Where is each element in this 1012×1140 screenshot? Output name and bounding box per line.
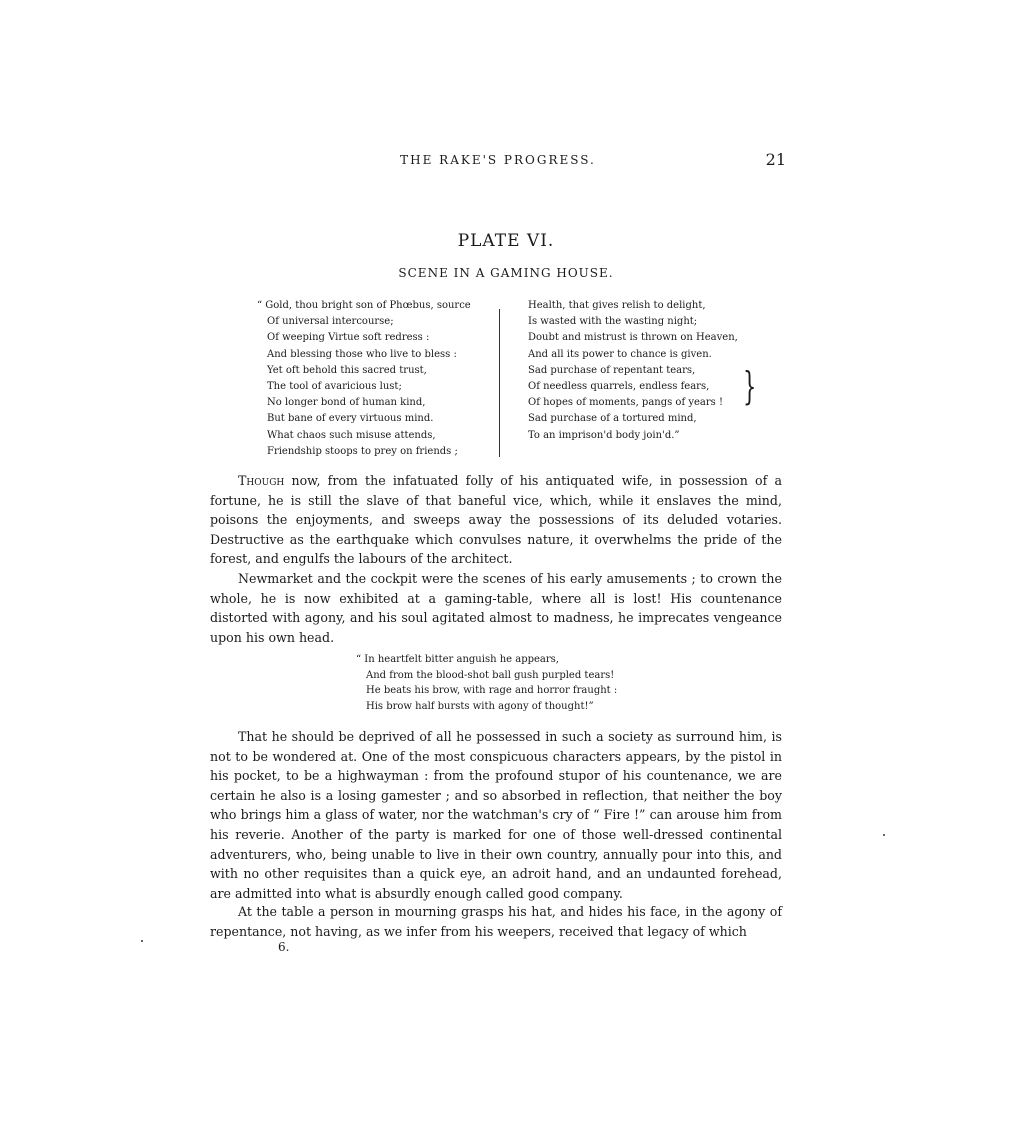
verse-line: The tool of avaricious lust;: [267, 381, 402, 393]
verse-line: And from the blood-shot ball gush purpled tears!: [366, 669, 615, 681]
verse-line: And all its power to chance is given.: [528, 348, 712, 360]
verse-line: Doubt and mistrust is thrown on Heaven,: [528, 332, 738, 344]
verse-line: But bane of every virtuous mind.: [267, 413, 434, 425]
plate-title: PLATE VI.: [457, 231, 555, 251]
verse-line: What chaos such misuse attends,: [267, 429, 436, 441]
plate-subtitle: SCENE IN A GAMING HOUSE.: [398, 266, 614, 280]
verse-line: Is wasted with the wasting night;: [528, 316, 698, 328]
running-head: [210, 150, 786, 170]
paragraph-4-text: At the table a person in mourning grasps his hat, and hides his face, in the agony of repentance, not having, as we infer from his weepers, received that legacy of which: [210, 904, 782, 939]
speck-mark: [141, 940, 143, 942]
running-title: THE RAKE'S PROGRESS.: [400, 153, 596, 167]
verse-line: “ Gold, thou bright son of Phœbus, source: [257, 300, 471, 311]
verse-line: Of universal intercourse;: [267, 316, 394, 328]
verse-line: Of weeping Virtue soft redress :: [267, 332, 430, 344]
verse-line: Health, that gives relish to delight,: [528, 300, 706, 311]
paragraph-1-text: now, from the infatuated folly of his antiquated wife, in possession of a fortune, he is still the slave of that baneful vice, which, while it enslaves the mind, poisons the enjoyments, and sweeps away the possessions of its deluded votaries. Destructive as the earthquake which convulses nature, it overwhelms the pride of the forest, and engulfs the labours of the architect.: [210, 473, 782, 567]
verse-line: His brow half bursts with agony of thought!”: [366, 700, 594, 712]
verse-right-column: [528, 298, 738, 444]
paragraph-3-text: That he should be deprived of all he possessed in such a society as surround him, is not to be wondered at. One of the most conspicuous characters appears, by the pistol in his pocket, to be a highwayman : from the profound stupor of his countenance, we are certain he also is a losing gamester ; and so absorbed in reflection, that neither the boy who brings him a glass of water, nor the watchman's cry of “ Fire !” can arouse him from his reverie. Another of the party is marked for one of those well-dressed continental adventurers, who, being unable to live in their own country, annually pour into this, and with no other requisites than a quick eye, an adroit hand, and an undaunted forehead, are admitted into what is absurdly enough called good company.: [210, 729, 782, 901]
inline-verse: [356, 652, 617, 714]
verse-line: To an imprison'd body join'd.”: [528, 429, 680, 441]
paragraph-2: [210, 569, 782, 647]
verse-line: No longer bond of human kind,: [267, 397, 426, 409]
verse-line: Of hopes of moments, pangs of years !: [528, 397, 723, 409]
paragraph-1: [210, 471, 782, 569]
verse-line: Of needless quarrels, endless fears,: [528, 381, 710, 393]
verse-line: “ In heartfelt bitter anguish he appears,: [356, 654, 559, 665]
paragraph-2-text: Newmarket and the cockpit were the scenes of his early amusements ; to crown the whole, he is now exhibited at a gaming-table, where all is lost! His countenance distorted with agony, and his soul agitated almost to madness, he imprecates vengeance upon his own head.: [210, 571, 782, 645]
verse-left-column: [257, 298, 471, 460]
dropword: Though: [238, 473, 285, 488]
speck-mark: [883, 834, 885, 836]
verse-line: Yet oft behold this sacred trust,: [267, 364, 427, 376]
signature-mark: 6.: [278, 940, 290, 954]
verse-line: He beats his brow, with rage and horror fraught :: [366, 685, 618, 697]
verse-line: Friendship stoops to prey on friends ;: [267, 445, 458, 457]
paragraph-3: [210, 727, 782, 903]
verse-line: Sad purchase of repentant tears,: [528, 364, 696, 376]
verse-line: Sad purchase of a tortured mind,: [528, 413, 697, 425]
verse-line: And blessing those who live to bless :: [267, 348, 457, 360]
right-brace-icon: }: [743, 364, 757, 408]
page-number: 21: [765, 150, 786, 169]
paragraph-4: [210, 902, 782, 941]
verse-divider: [499, 309, 500, 457]
